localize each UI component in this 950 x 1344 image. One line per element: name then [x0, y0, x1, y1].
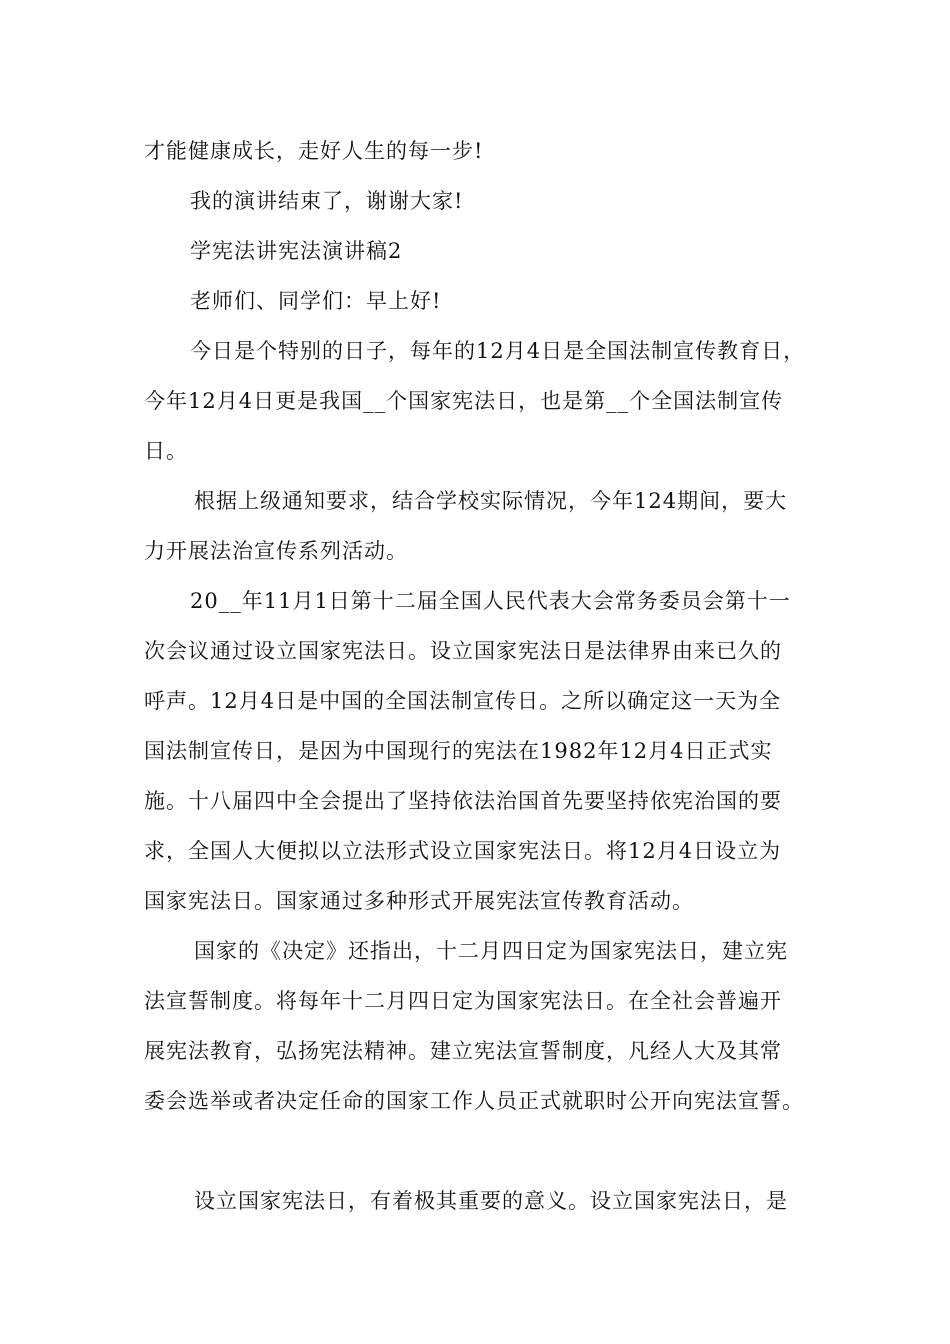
text-line: 展宪法教育，弘扬宪法精神。建立宪法宣誓制度，凡经人大及其常: [144, 1039, 782, 1063]
text-line: 次会议通过设立国家宪法日。设立国家宪法日是法律界由来已久的: [144, 639, 782, 663]
text-line: 设立国家宪法日，有着极其重要的意义。设立国家宪法日，是: [194, 1189, 788, 1213]
text-line: 根据上级通知要求，结合学校实际情况，今年124期间，要大: [194, 489, 788, 513]
greeting-line: 老师们、同学们：早上好!: [190, 289, 442, 313]
text-line: 今日是个特别的日子，每年的12月4日是全国法制宣传教育日，: [190, 339, 806, 363]
text-line: 日。: [144, 439, 188, 463]
text-line: 国家的《决定》还指出，十二月四日定为国家宪法日，建立宪: [194, 939, 788, 963]
text-line: 才能健康成长，走好人生的每一步!: [144, 139, 484, 163]
text-line: 我的演讲结束了，谢谢大家!: [190, 189, 464, 213]
section-heading: 学宪法讲宪法演讲稿2: [190, 239, 403, 263]
text-line: 国家宪法日。国家通过多种形式开展宪法宣传教育活动。: [144, 889, 694, 913]
text-line: 呼声。12月4日是中国的全国法制宣传日。之所以确定这一天为全: [144, 689, 782, 713]
text-line: 施。十八届四中全会提出了坚持依法治国首先要坚持依宪治国的要: [144, 789, 782, 813]
text-line: 委会选举或者决定任命的国家工作人员正式就职时公开向宪法宣誓。: [144, 1089, 804, 1113]
text-line: 20__年11月1日第十二届全国人民代表大会常务委员会第十一: [190, 589, 791, 613]
text-line: 法宣誓制度。将每年十二月四日定为国家宪法日。在全社会普遍开: [144, 989, 782, 1013]
text-line: 国法制宣传日，是因为中国现行的宪法在1982年12月4日正式实: [144, 739, 773, 763]
text-line: 求，全国人大便拟以立法形式设立国家宪法日。将12月4日设立为: [144, 839, 782, 863]
text-line: 力开展法治宣传系列活动。: [144, 539, 408, 563]
text-line: 今年12月4日更是我国__个国家宪法日，也是第__个全国法制宣传: [144, 389, 784, 413]
